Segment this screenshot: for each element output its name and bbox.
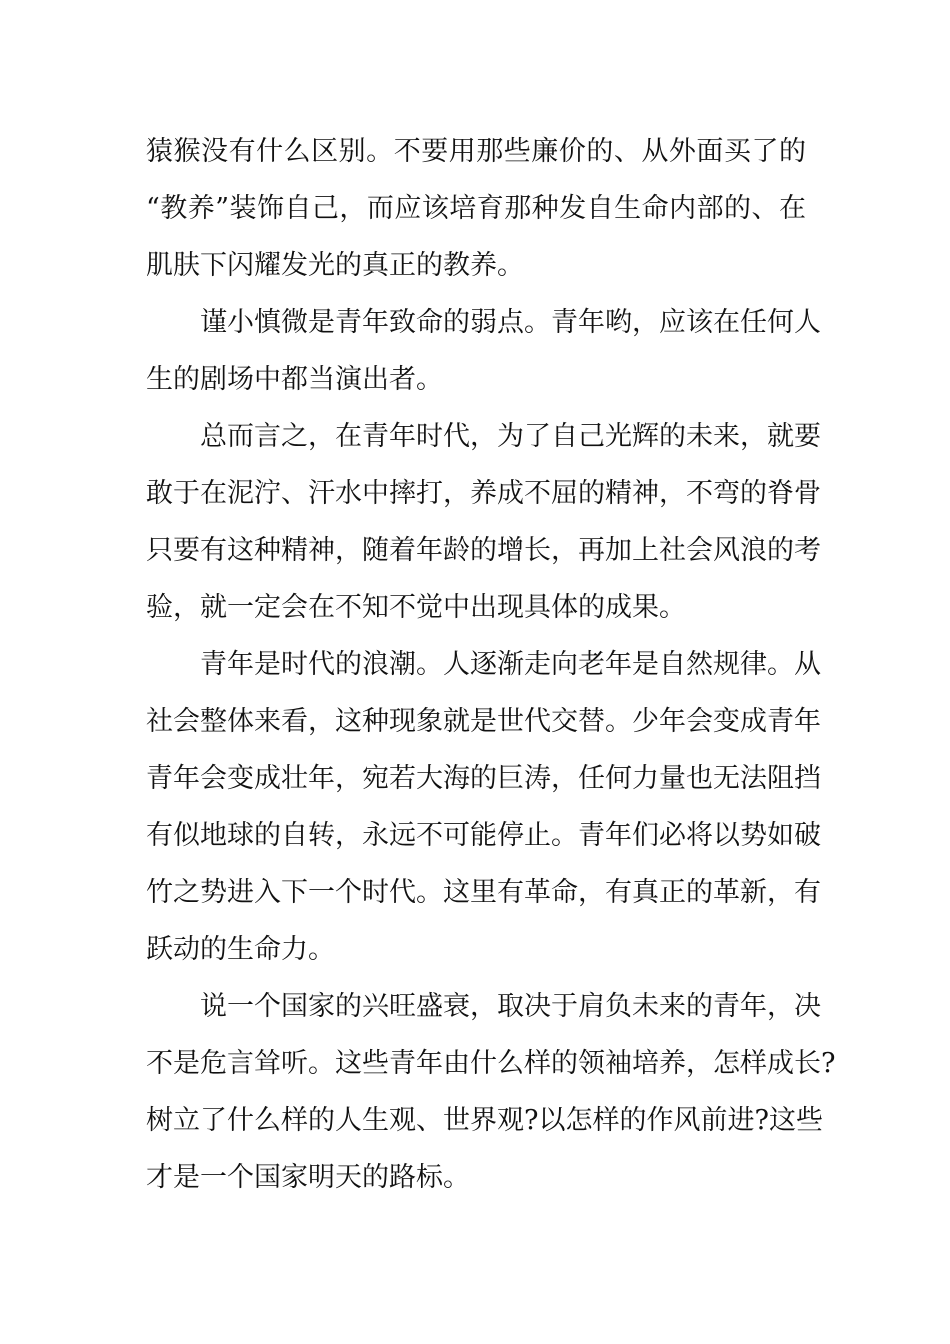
text-line: 谨小慎微是青年致命的弱点。青年哟，应该在任何人 <box>200 307 821 338</box>
text-line: 跃动的生命力。 <box>146 934 335 965</box>
text-line: 说一个国家的兴旺盛衰，取决于肩负未来的青年，决 <box>200 991 821 1022</box>
text-line: 肌肤下闪耀发光的真正的教养。 <box>146 250 524 281</box>
text-line: 只要有这种精神，随着年龄的增长，再加上社会风浪的考 <box>146 535 821 566</box>
paragraph-3 <box>146 408 821 636</box>
text-line: 树立了什么样的人生观、世界观?以怎样的作风前进?这些 <box>146 1105 823 1136</box>
text-line: 生的剧场中都当演出者。 <box>146 364 443 395</box>
paragraph-5 <box>146 978 836 1206</box>
text-line: 才是一个国家明天的路标。 <box>146 1162 470 1193</box>
text-line: 猿猴没有什么区别。不要用那些廉价的、从外面买了的 <box>146 136 806 167</box>
text-line: 总而言之，在青年时代，为了自己光辉的未来，就要 <box>200 421 821 452</box>
text-line: 竹之势进入下一个时代。这里有革命，有真正的革新，有 <box>146 877 821 908</box>
text-line: 不是危言耸听。这些青年由什么样的领袖培养，怎样成长? <box>146 1048 836 1079</box>
text-line: 青年会变成壮年，宛若大海的巨涛，任何力量也无法阻挡 <box>146 763 821 794</box>
text-line: 有似地球的自转，永远不可能停止。青年们必将以势如破 <box>146 820 821 851</box>
paragraph-4 <box>146 636 821 978</box>
paragraph-1 <box>146 123 806 294</box>
document-body <box>146 123 836 1206</box>
text-line: 验，就一定会在不知不觉中出现具体的成果。 <box>146 592 686 623</box>
text-line: 青年是时代的浪潮。人逐渐走向老年是自然规律。从 <box>200 649 821 680</box>
text-line: 敢于在泥泞、汗水中摔打，养成不屈的精神，不弯的脊骨 <box>146 478 821 509</box>
text-line: “教养”装饰自己，而应该培育那种发自生命内部的、在 <box>146 193 806 224</box>
paragraph-2 <box>146 294 821 408</box>
text-line: 社会整体来看，这种现象就是世代交替。少年会变成青年 <box>146 706 821 737</box>
